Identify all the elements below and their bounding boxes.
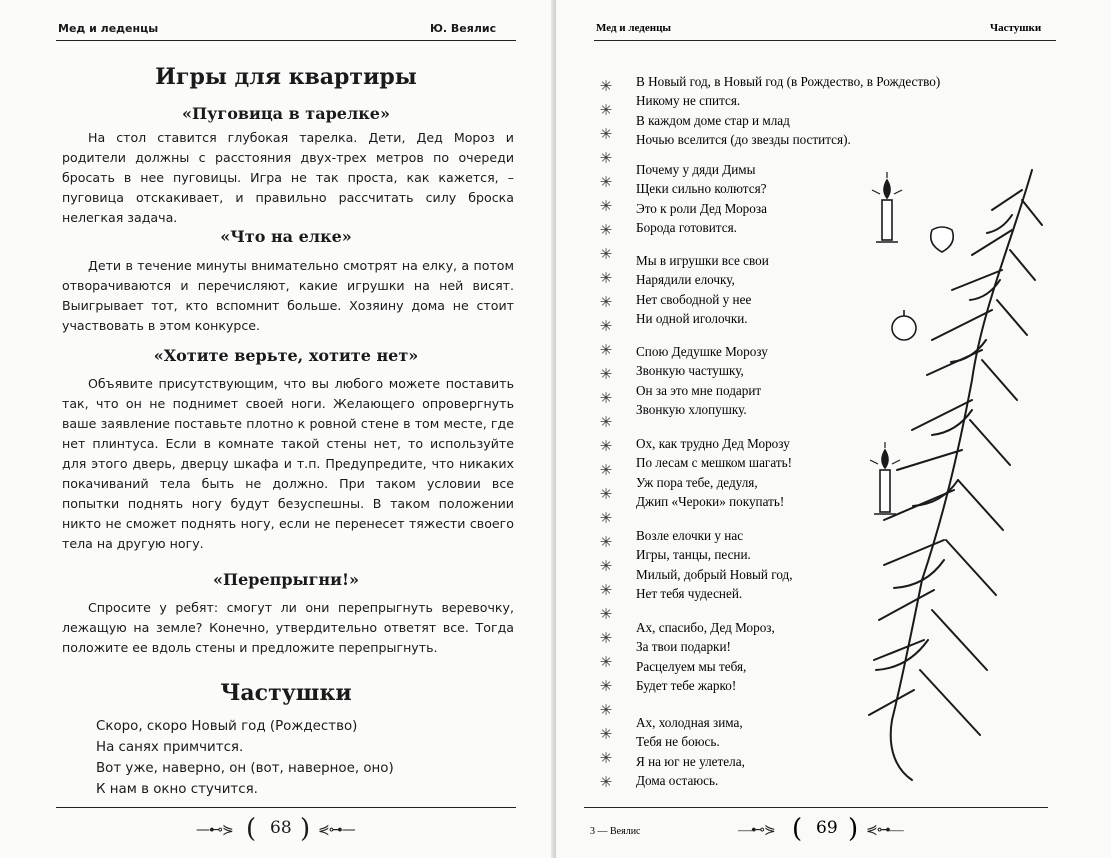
snowflake-icon: ✳	[599, 535, 613, 551]
verse-line: Борода готовится.	[636, 220, 737, 236]
footer-rule	[584, 807, 1048, 808]
verse-line: Скоро, скоро Новый год (Рождество)	[96, 719, 358, 734]
bracket-close-icon: )	[848, 814, 859, 844]
snowflake-icon: ✳	[599, 583, 613, 599]
verse-line: Вот уже, наверно, он (вот, наверное, оно)	[96, 761, 394, 776]
snowflake-icon: ✳	[599, 199, 613, 215]
verse-line: Джип «Чероки» покупать!	[636, 494, 785, 510]
verse-line: Ах, холодная зима,	[636, 715, 743, 730]
verse-line: Мы в игрушки все свои	[636, 253, 769, 268]
snowflake-icon: ✳	[599, 607, 613, 623]
footer-rule	[56, 807, 516, 808]
snowflake-icon: ✳	[599, 655, 613, 671]
verse-line: Ночью вселится (до звезды постится).	[636, 132, 851, 148]
snowflake-icon: ✳	[599, 103, 613, 119]
verse-line: Ох, как трудно Дед Морозу	[636, 436, 790, 451]
verse-line: Милый, добрый Новый год,	[636, 566, 793, 582]
snowflake-icon: ✳	[599, 343, 613, 359]
game-text: Объявите присутствующим, что вы любого можете поставить так, что он не поднимет своей ноги. Желающего опровергнуть ваше заявление поставьте плотно к ровной стене в том месте, где нет плинтуса. Если в комнате такой стены нет, то используйте для этого дверь, дверцу шкафа и т.п. Предупредите, что никаких покачиваний тела быть не должно. При таком условии все попытки поднять ногу будут безуспешны. В таком положении никто не сможет поднять ногу, если не перенесет тяжести своего тела на другую ногу.	[62, 376, 514, 551]
snowflake-icon: ✳	[599, 127, 613, 143]
ornament-left-icon: —⊷⋟	[196, 822, 233, 838]
snowflake-icon: ✳	[599, 679, 613, 695]
right-section-header: Частушки	[990, 22, 1042, 34]
bracket-close-icon: )	[300, 814, 311, 844]
snowflake-icon: ✳	[599, 79, 613, 95]
snowflake-icon: ✳	[599, 391, 613, 407]
game-text: Спросите у ребят: смогут ли они перепрыгнуть веревочку, лежащую на земле? Конечно, утвердительно ответят все. Тогда положите ее вдоль стены и предложите перепрыгнуть.	[62, 600, 514, 655]
snowflake-icon: ✳	[599, 751, 613, 767]
chastushki-stanza	[636, 160, 767, 238]
verse-line: Щеки сильно колются?	[636, 181, 767, 197]
verse-line: В Новый год, в Новый год (в Рождество, в Рождество)	[636, 74, 941, 89]
signature-mark: 3 — Веялис	[590, 826, 641, 837]
chastushki-stanza	[636, 342, 768, 420]
verse-line: Уж пора тебе, дедуля,	[636, 474, 758, 490]
verse-line: Расцелуем мы тебя,	[636, 658, 747, 674]
verse-line: Никому не спится.	[636, 93, 741, 109]
snowflake-icon: ✳	[599, 295, 613, 311]
game-title: «Перепрыгни!»	[213, 570, 359, 589]
right-running-header: Мед и леденцы	[596, 22, 671, 34]
snowflake-icon: ✳	[599, 775, 613, 791]
ornament-left-icon: —⊷⋟	[738, 823, 775, 838]
header-rule	[594, 40, 1056, 41]
chastushki-stanza	[636, 618, 775, 696]
left-author-header: Ю. Веялис	[430, 22, 497, 35]
verse-line: Я на юг не улетела,	[636, 753, 745, 769]
verse-line: Будет тебе жарко!	[636, 678, 737, 694]
bracket-open-icon: (	[792, 814, 803, 844]
section-title: Игры для квартиры	[155, 64, 417, 90]
chastushki-stanza	[636, 72, 940, 150]
verse-line: Он за это мне подарит	[636, 382, 762, 398]
snowflake-icon: ✳	[599, 319, 613, 335]
verse-line: Ах, спасибо, Дед Мороз,	[636, 620, 775, 635]
snowflake-icon: ✳	[599, 727, 613, 743]
verse-line: Нарядили елочку,	[636, 272, 735, 288]
snowflake-icon: ✳	[599, 175, 613, 191]
verse-line: Звонкую хлопушку.	[636, 402, 747, 418]
verse-line: Дома остаюсь.	[636, 773, 719, 789]
verse-line: Нет свободной у нее	[636, 291, 752, 307]
chastushki-stanza	[96, 716, 394, 800]
snowflake-border	[594, 78, 618, 798]
chastushki-stanza	[636, 434, 792, 512]
verse-line: На санях примчится.	[96, 740, 244, 755]
snowflake-icon: ✳	[599, 247, 613, 263]
verse-line: Возле елочки у нас	[636, 528, 744, 543]
verse-line: К нам в окно стучится.	[96, 782, 258, 797]
verse-line: Игры, танцы, песни.	[636, 547, 751, 563]
verse-line: Тебя не боюсь.	[636, 734, 720, 750]
header-rule	[56, 40, 516, 41]
snowflake-icon: ✳	[599, 463, 613, 479]
verse-line: Звонкую частушку,	[636, 363, 744, 379]
verse-line: Ни одной иголочки.	[636, 311, 748, 327]
chastushki-title: Частушки	[220, 680, 352, 706]
page-number: 69	[816, 818, 838, 838]
ornament-right-icon: ⋞⊶—	[866, 823, 903, 838]
snowflake-icon: ✳	[599, 223, 613, 239]
snowflake-icon: ✳	[599, 511, 613, 527]
game-title: «Что на елке»	[220, 227, 352, 246]
verse-line: Почему у дяди Димы	[636, 162, 756, 177]
snowflake-icon: ✳	[599, 631, 613, 647]
christmas-tree-illustration	[862, 160, 1052, 800]
snowflake-icon: ✳	[599, 487, 613, 503]
game-title: «Хотите верьте, хотите нет»	[153, 346, 419, 365]
left-running-header: Мед и леденцы	[58, 22, 159, 35]
ornament-right-icon: ⋞⊶—	[318, 822, 355, 838]
snowflake-icon: ✳	[599, 367, 613, 383]
verse-line: Это к роли Дед Мороза	[636, 200, 767, 216]
page-number: 68	[270, 818, 292, 838]
verse-line: По лесам с мешком шагать!	[636, 455, 793, 471]
snowflake-icon: ✳	[599, 415, 613, 431]
snowflake-icon: ✳	[599, 151, 613, 167]
game-text: На стол ставится глубокая тарелка. Дети, Дед Мороз и родители должны с расстояния двух-трех метров по очереди бросать в нее пуговицы. Игра не так проста, как кажется, – пуговица отскакивает, и правильно рассчитать силу броска нелегкая задача.	[62, 130, 514, 225]
game-text: Дети в течение минуты внимательно смотрят на елку, а потом отворачиваются и перечисляют, какие игрушки на ней висят. Выигрывает тот, кто вспомнит больше. Хозяину дома не стоит участвовать в этом конкурсе.	[62, 258, 514, 333]
chastushki-stanza	[636, 251, 769, 329]
verse-line: Спою Дедушке Морозу	[636, 344, 768, 359]
bracket-open-icon: (	[246, 814, 257, 844]
snowflake-icon: ✳	[599, 439, 613, 455]
verse-line: Нет тебя чудесней.	[636, 586, 743, 602]
snowflake-icon: ✳	[599, 559, 613, 575]
verse-line: В каждом доме стар и млад	[636, 112, 790, 128]
chastushki-stanza	[636, 713, 745, 791]
verse-line: За твои подарки!	[636, 639, 731, 655]
snowflake-icon: ✳	[599, 271, 613, 287]
game-title: «Пуговица в тарелке»	[182, 104, 390, 123]
chastushki-stanza	[636, 526, 793, 604]
snowflake-icon: ✳	[599, 703, 613, 719]
